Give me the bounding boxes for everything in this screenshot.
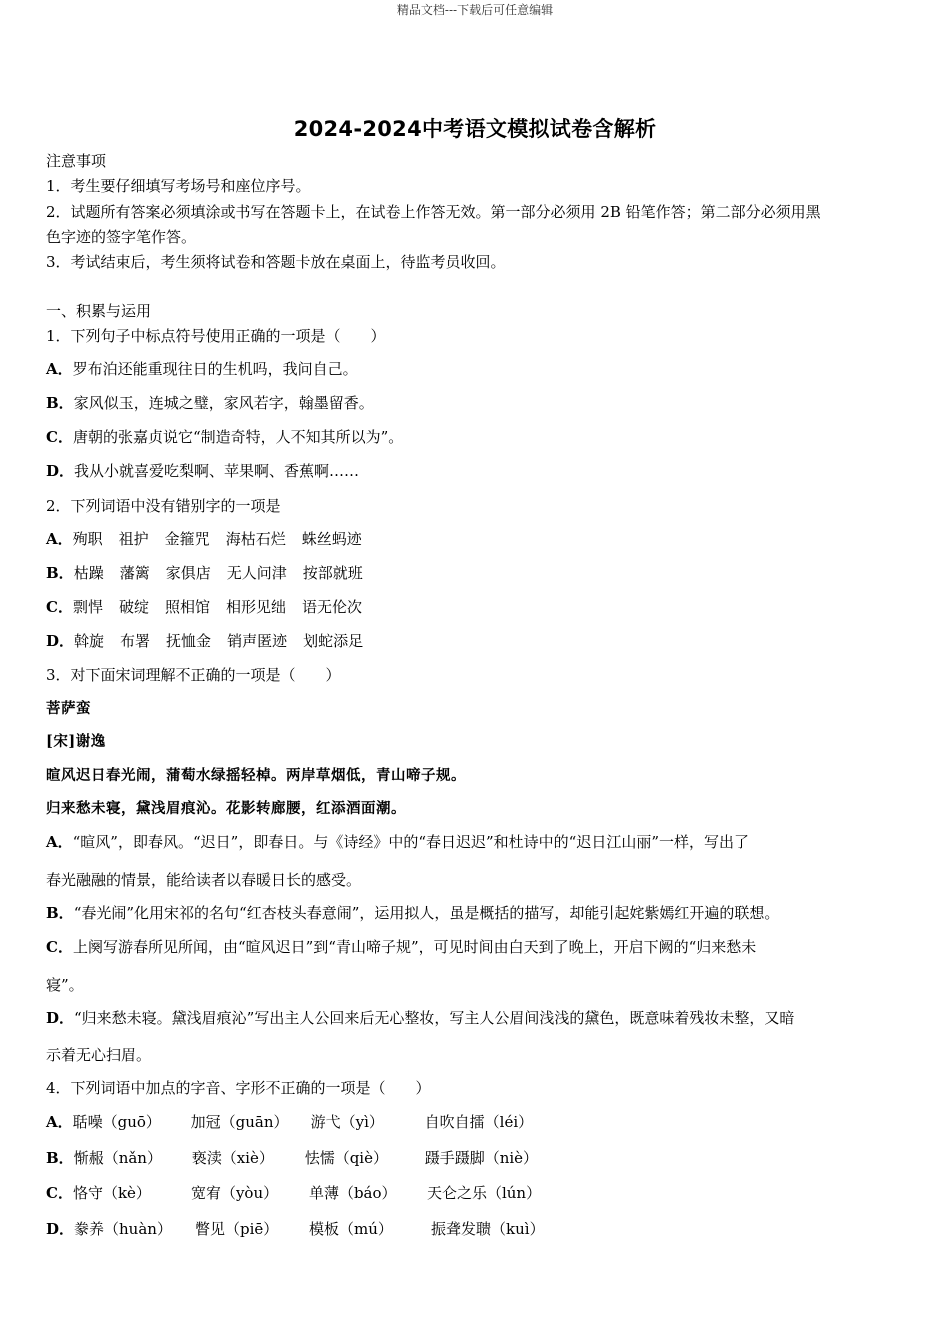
word-item: 蹑手蹑脚（niè） <box>424 1149 539 1167</box>
question-2-stem: 2．下列词语中没有错别字的一项是 <box>46 497 281 515</box>
option-key: A． <box>46 530 73 548</box>
option-key: B． <box>46 904 74 922</box>
word-item: 游弋（yì） <box>310 1113 384 1131</box>
option-key: B． <box>46 564 74 582</box>
word-item: 单薄（báo） <box>308 1184 397 1202</box>
word: 祖护 <box>118 530 149 548</box>
question-3-option-b <box>46 903 908 923</box>
question-2-option-a <box>46 529 908 549</box>
option-continuation: 春光融融的情景，能给读者以春暖日长的感受。 <box>46 871 362 889</box>
section-heading: 一、积累与运用 <box>46 302 152 320</box>
notice-heading: 注意事项 <box>46 152 107 170</box>
word: 蛛丝蚂迹 <box>301 530 362 548</box>
notice-item: 1．考生要仔细填写考场号和座位序号。 <box>46 177 311 195</box>
word: 斡旋 <box>74 632 105 650</box>
word-item: 怯懦（qiè） <box>304 1149 388 1167</box>
question-1-option-b <box>46 393 908 413</box>
option-text: 唐朝的张嘉贞说它“制造奇特，人不知其所以为”。 <box>72 428 404 446</box>
word-item: 瞥见（piē） <box>195 1220 279 1238</box>
word: 破绽 <box>118 598 149 616</box>
word: 金箍咒 <box>164 530 210 548</box>
word-item: 豢养（huàn） <box>74 1220 172 1238</box>
poem-line: 归来愁未寝，黛浅眉痕沁。花影转廊腰，红添酒面潮。 <box>46 800 406 817</box>
notice-item: 色字迹的签字笔作答。 <box>46 228 197 246</box>
question-1-stem: 1．下列句子中标点符号使用正确的一项是（ ） <box>46 327 386 345</box>
question-1-option-c <box>46 427 908 447</box>
question-4-option-b <box>46 1148 908 1168</box>
question-3-option-a <box>46 832 908 852</box>
question-3-option-c <box>46 937 908 957</box>
page-title: 2024-2024中考语文模拟试卷含解析 <box>293 117 657 141</box>
notice-item: 2．试题所有答案必须填涂或书写在答题卡上，在试卷上作答无效。第一部分必须用 2B 铅笔作答；第二部分必须用黑 <box>46 203 821 221</box>
word: 按部就班 <box>302 564 363 582</box>
word: 藩篱 <box>119 564 150 582</box>
word: 殉职 <box>72 530 103 548</box>
header-note: 精品文档---下载后可任意编辑 <box>396 3 554 17</box>
notice-item: 3．考试结束后，考生须将试卷和答题卡放在桌面上，待监考员收回。 <box>46 253 506 271</box>
poem-author: [宋]谢逸 <box>46 733 106 750</box>
word: 家俱店 <box>165 564 211 582</box>
question-4-option-d <box>46 1219 908 1239</box>
option-key: C． <box>46 598 73 616</box>
poem-title: 菩萨蛮 <box>46 700 91 717</box>
question-4-option-c <box>46 1183 908 1203</box>
word: 照相馆 <box>164 598 210 616</box>
word-item: 恪守（kè） <box>72 1184 151 1202</box>
question-2-option-d <box>46 631 908 651</box>
option-continuation: 寝”。 <box>46 976 84 994</box>
option-key: B． <box>46 394 74 412</box>
option-key: C． <box>46 1184 73 1202</box>
word: 布署 <box>120 632 151 650</box>
word-item: 振聋发聩（kuì） <box>431 1220 545 1238</box>
word: 抚恤金 <box>166 632 212 650</box>
question-4-option-a <box>46 1112 908 1132</box>
question-1-option-a <box>46 359 908 379</box>
option-key: B． <box>46 1149 74 1167</box>
word-item: 加冠（guān） <box>190 1113 289 1131</box>
option-text: 上阕写游春所见所闻，由“暄风迟日”到“青山啼子规”，可见时间由白天到了晚上，开启下阙的“归来愁未 <box>72 938 757 956</box>
question-3-option-d <box>46 1008 908 1028</box>
word: 销声匿迹 <box>227 632 288 650</box>
option-text: 家风似玉，连城之璧，家风若字，翰墨留香。 <box>73 394 374 412</box>
option-key: D． <box>46 1220 75 1238</box>
option-key: D． <box>46 1009 75 1027</box>
question-2-option-b <box>46 563 908 583</box>
question-4-stem: 4．下列词语中加点的字音、字形不正确的一项是（ ） <box>46 1079 431 1097</box>
option-text: “暄风”，即春风。“迟日”，即春日。与《诗经》中的“春日迟迟”和杜诗中的“迟日江山丽”一样，写出了 <box>72 833 749 851</box>
option-key: C． <box>46 938 73 956</box>
word: 海枯石烂 <box>225 530 286 548</box>
word-item: 模板（mú） <box>309 1220 393 1238</box>
word-item: 聒噪（guō） <box>72 1113 161 1131</box>
word-item: 亵渎（xiè） <box>191 1149 274 1167</box>
option-continuation: 示着无心扫眉。 <box>46 1046 152 1064</box>
option-key: A． <box>46 360 73 378</box>
word: 相形见绌 <box>226 598 287 616</box>
word-item: 天仑之乐（lún） <box>426 1184 542 1202</box>
word: 枯躁 <box>73 564 104 582</box>
option-text: 我从小就喜爱吃梨啊、苹果啊、香蕉啊…… <box>74 462 360 480</box>
option-key: C． <box>46 428 73 446</box>
word: 语无伦次 <box>302 598 363 616</box>
question-3-stem: 3．对下面宋词理解不正确的一项是（ ） <box>46 666 341 684</box>
word: 划蛇添足 <box>303 632 364 650</box>
poem-line: 暄风迟日春光闹，蒲萄水绿摇轻棹。两岸草烟低，青山啼子规。 <box>46 767 466 784</box>
option-text: 罗布泊还能重现往日的生机吗，我问自己。 <box>72 360 358 378</box>
option-key: D． <box>46 462 75 480</box>
option-text: “归来愁未寝。黛浅眉痕沁”写出主人公回来后无心整妆，写主人公眉间浅浅的黛色，既意味着残妆未整，又暗 <box>74 1009 795 1027</box>
option-key: D． <box>46 632 75 650</box>
word-item: 宽宥（yòu） <box>190 1184 279 1202</box>
word: 剽悍 <box>72 598 103 616</box>
word-item: 惭赧（nǎn） <box>73 1149 162 1167</box>
option-text: “春光闹”化用宋祁的名句“红杏枝头春意闹”，运用拟人，虽是概括的描写，却能引起姹紫嫣红开遍的联想。 <box>73 904 780 922</box>
word-item: 自吹自擂（léi） <box>424 1113 534 1131</box>
question-2-option-c <box>46 597 908 617</box>
option-key: A． <box>46 833 73 851</box>
option-key: A． <box>46 1113 73 1131</box>
question-1-option-d <box>46 461 908 481</box>
word: 无人问津 <box>226 564 287 582</box>
